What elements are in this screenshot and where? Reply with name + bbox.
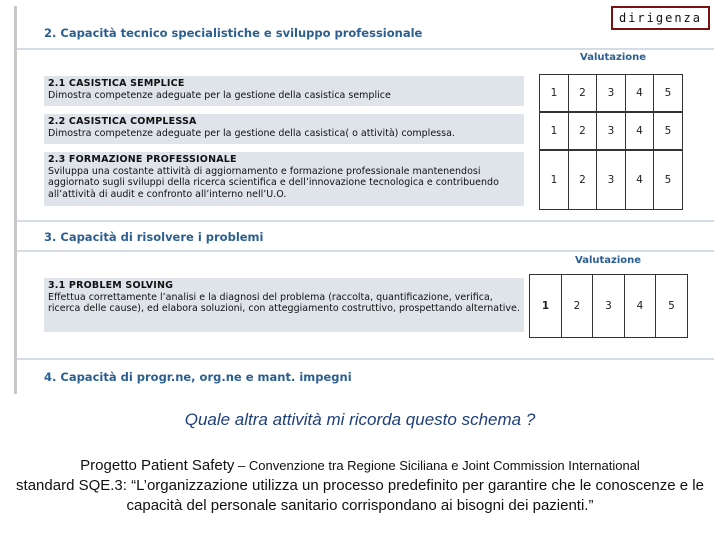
rating-scale-2-1 xyxy=(539,74,682,112)
divider xyxy=(17,220,714,222)
divider xyxy=(17,48,714,50)
item-title: 2.2 CASISTICA COMPLESSA xyxy=(48,116,197,127)
rating-option-4[interactable]: 4 xyxy=(624,274,657,338)
rating-scale-3-1 xyxy=(529,274,687,338)
dirigenza-badge: dirigenza xyxy=(611,6,710,30)
rating-option-3[interactable]: 3 xyxy=(596,150,626,210)
rating-option-2[interactable]: 2 xyxy=(568,112,598,150)
rating-option-2[interactable]: 2 xyxy=(568,74,598,112)
rating-header-2: Valutazione xyxy=(580,52,647,63)
rating-scale-2-2 xyxy=(539,112,682,150)
rating-option-5[interactable]: 5 xyxy=(653,74,683,112)
rating-header-3: Valutazione xyxy=(575,255,642,266)
rating-option-5[interactable]: 5 xyxy=(655,274,688,338)
item-desc: Sviluppa una costante attività di aggiornamento e formazione professionale mantenendosi aggiornato sugli sviluppi della ricerca scientifica e dell’innovazione tecnologica e contribuendo all’attività di audit e confronto all’interno nell’U.O. xyxy=(48,165,499,200)
rating-option-2[interactable]: 2 xyxy=(568,150,598,210)
rating-option-3[interactable]: 3 xyxy=(592,274,625,338)
item-title: 2.3 FORMAZIONE PROFESSIONALE xyxy=(48,154,237,165)
section-4-title: 4. Capacità di progr.ne, org.ne e mant. impegni xyxy=(44,370,352,384)
divider xyxy=(17,250,714,252)
question-text: Quale altra attività mi ricorda questo schema ? xyxy=(184,410,536,429)
rating-option-1[interactable]: 1 xyxy=(529,274,562,338)
rating-option-1[interactable]: 1 xyxy=(539,150,569,210)
section-2-title: 2. Capacità tecnico specialistiche e sviluppo professionale xyxy=(44,26,423,40)
rating-option-3[interactable]: 3 xyxy=(596,74,626,112)
standard-text: standard SQE.3: “L’organizzazione utilizza un processo predefinito per garantire che le conoscenze e le capacità del personale sanitario corrispondano ai bisogni dei pazienti.” xyxy=(16,477,704,514)
item-desc: Dimostra competenze adeguate per la gestione della casistica( o attività) complessa. xyxy=(48,127,455,139)
project-name: Progetto Patient Safety xyxy=(80,457,235,474)
rating-option-3[interactable]: 3 xyxy=(596,112,626,150)
item-desc: Dimostra competenze adeguate per la gestione della casistica semplice xyxy=(48,89,391,101)
section-3-title: 3. Capacità di risolvere i problemi xyxy=(44,230,264,244)
item-2-3 xyxy=(44,152,524,206)
item-2-2 xyxy=(44,114,524,144)
rating-scale-2-3 xyxy=(539,150,682,210)
rating-option-5[interactable]: 5 xyxy=(653,150,683,210)
item-3-1 xyxy=(44,278,524,332)
item-2-1 xyxy=(44,76,524,106)
rating-option-1[interactable]: 1 xyxy=(539,74,569,112)
item-title: 3.1 PROBLEM SOLVING xyxy=(48,280,174,291)
rating-option-4[interactable]: 4 xyxy=(625,74,655,112)
item-desc: Effettua correttamente l’analisi e la diagnosi del problema (raccolta, quantificazione, verifica, ricerca delle cause), ed elabora soluzioni, con atteggiamento costruttivo, prospettando alternative. xyxy=(48,291,520,314)
item-title: 2.1 CASISTICA SEMPLICE xyxy=(48,78,185,89)
rating-option-1[interactable]: 1 xyxy=(539,112,569,150)
rating-option-4[interactable]: 4 xyxy=(625,112,655,150)
rating-option-5[interactable]: 5 xyxy=(653,112,683,150)
source-note xyxy=(10,456,710,516)
convention-text: – Convenzione tra Regione Siciliana e Joint Commission International xyxy=(234,458,640,473)
evaluation-form xyxy=(14,6,714,394)
rating-option-2[interactable]: 2 xyxy=(561,274,594,338)
divider xyxy=(17,358,714,360)
rating-option-4[interactable]: 4 xyxy=(625,150,655,210)
